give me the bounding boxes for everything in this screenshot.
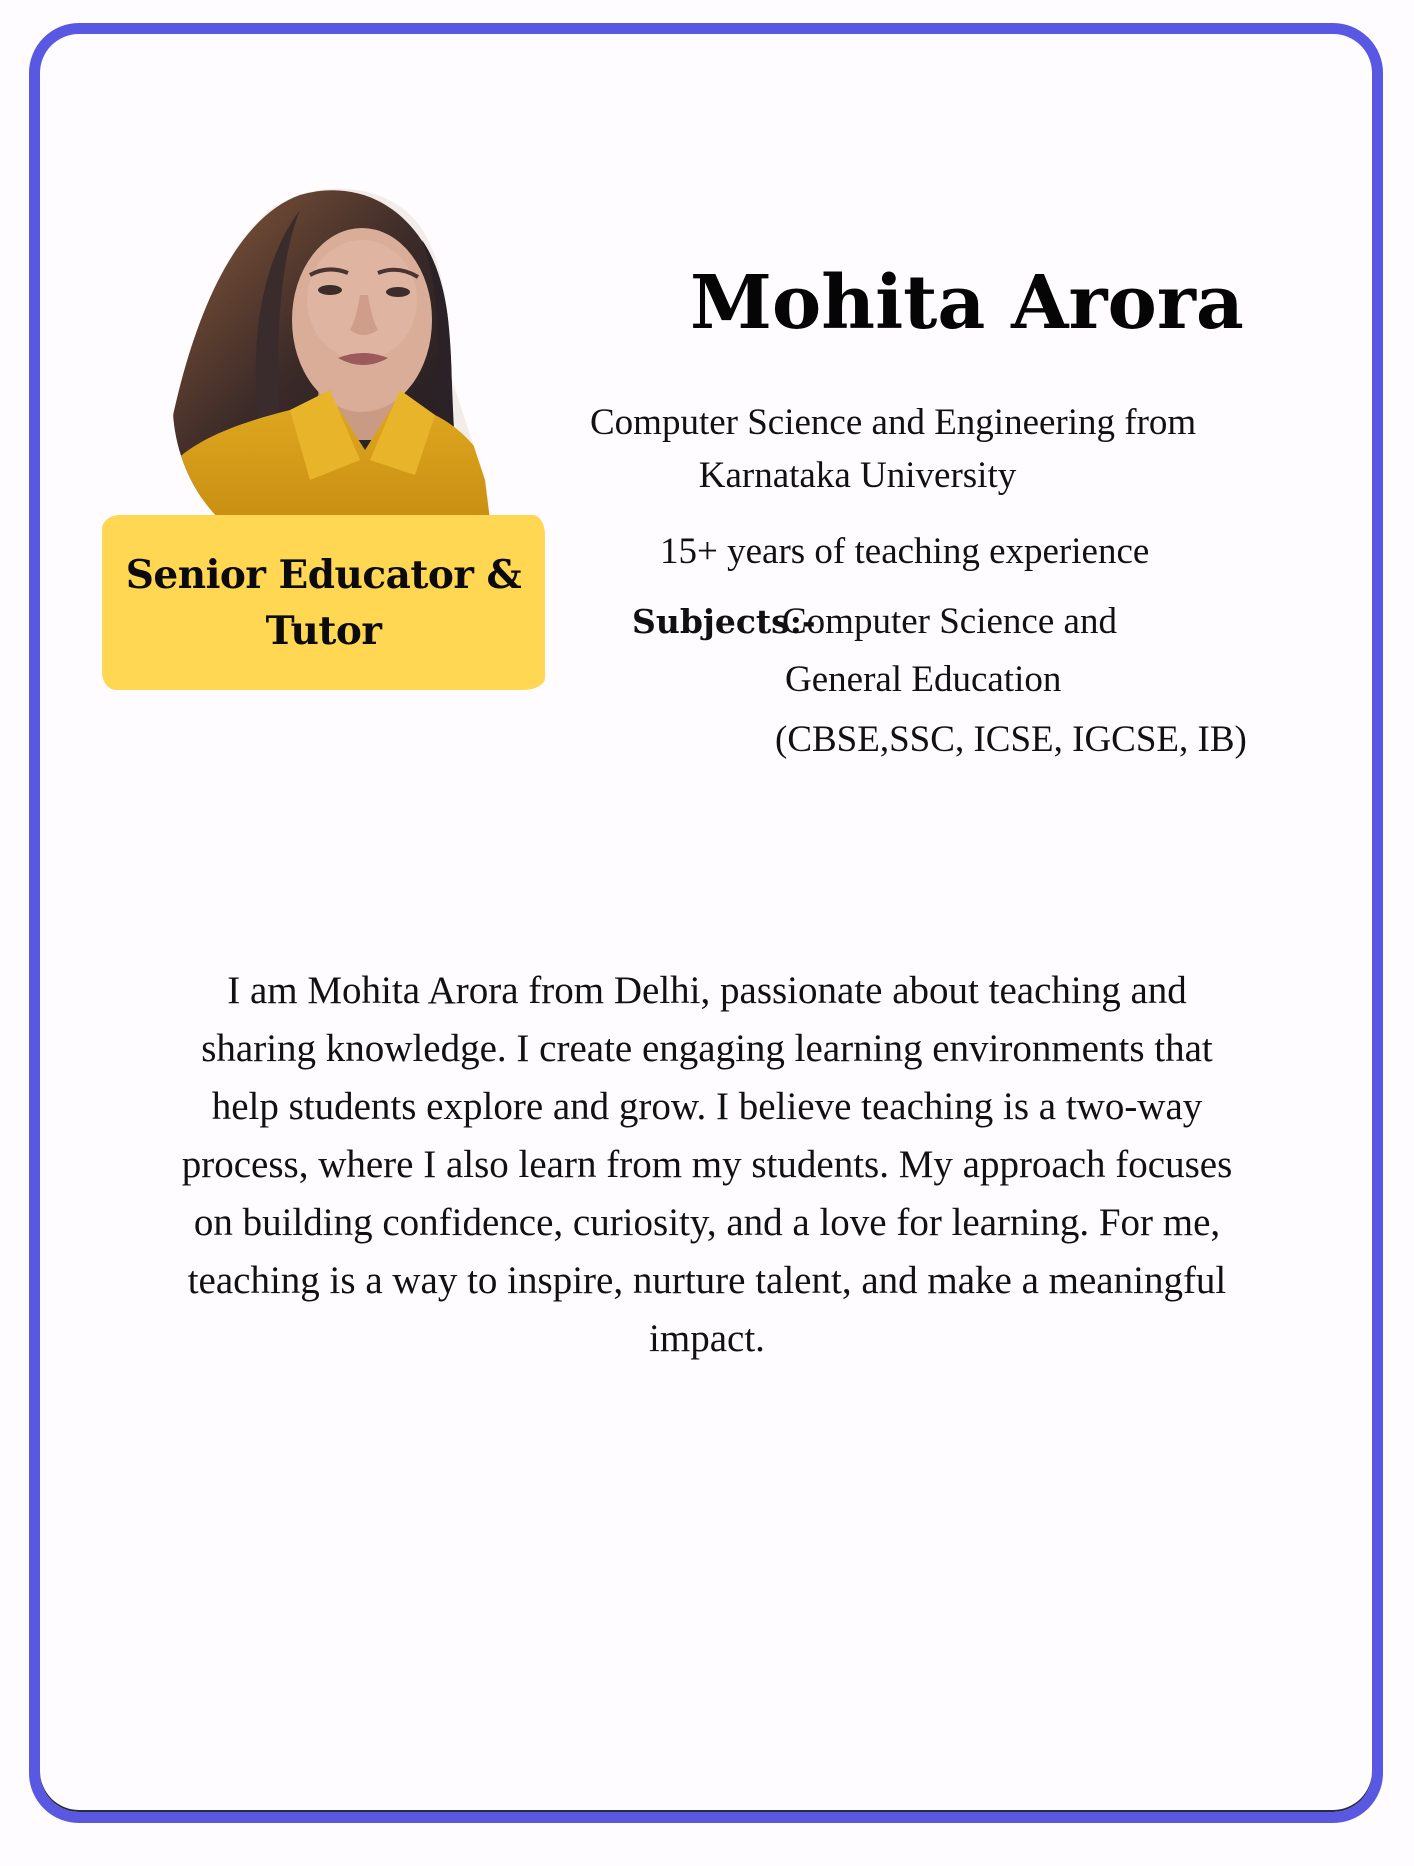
role-badge [102, 515, 545, 690]
subjects-line-1: Computer Science and [782, 601, 1117, 642]
bio-line: process, where I also learn from my students. My approach focuses [181, 1143, 1233, 1186]
bio-line: sharing knowledge. I create engaging learning environments that [201, 1027, 1213, 1070]
person-photo-icon [160, 180, 500, 520]
degree-line-1: Computer Science and Engineering from [590, 402, 1197, 443]
subjects-line-2: General Education [785, 659, 1062, 700]
role-badge-line-1: Senior Educator & [125, 551, 522, 598]
subjects-label: Subjects:- [632, 602, 816, 641]
role-badge-line-2: Tutor [265, 607, 382, 654]
experience-info: 15+ years of teaching experience [660, 531, 1150, 572]
degree-line-2: Karnataka University [698, 455, 1017, 496]
bio-line: teaching is a way to inspire, nurture talent, and make a meaningful [187, 1259, 1227, 1302]
profile-photo [160, 180, 500, 520]
bio-line: impact. [649, 1317, 765, 1360]
subjects-line-3: (CBSE,SSC, ICSE, IGCSE, IB) [775, 719, 1247, 760]
bio-line: on building confidence, curiosity, and a love for learning. For me, [193, 1201, 1221, 1244]
degree-info [590, 396, 1197, 502]
bio-line: help students explore and grow. I believe teaching is a two-way [211, 1085, 1203, 1128]
profile-name: Mohita Arora [690, 260, 1244, 346]
bio-paragraph [80, 962, 1334, 1368]
bio-line: I am Mohita Arora from Delhi, passionate about teaching and [227, 969, 1187, 1012]
